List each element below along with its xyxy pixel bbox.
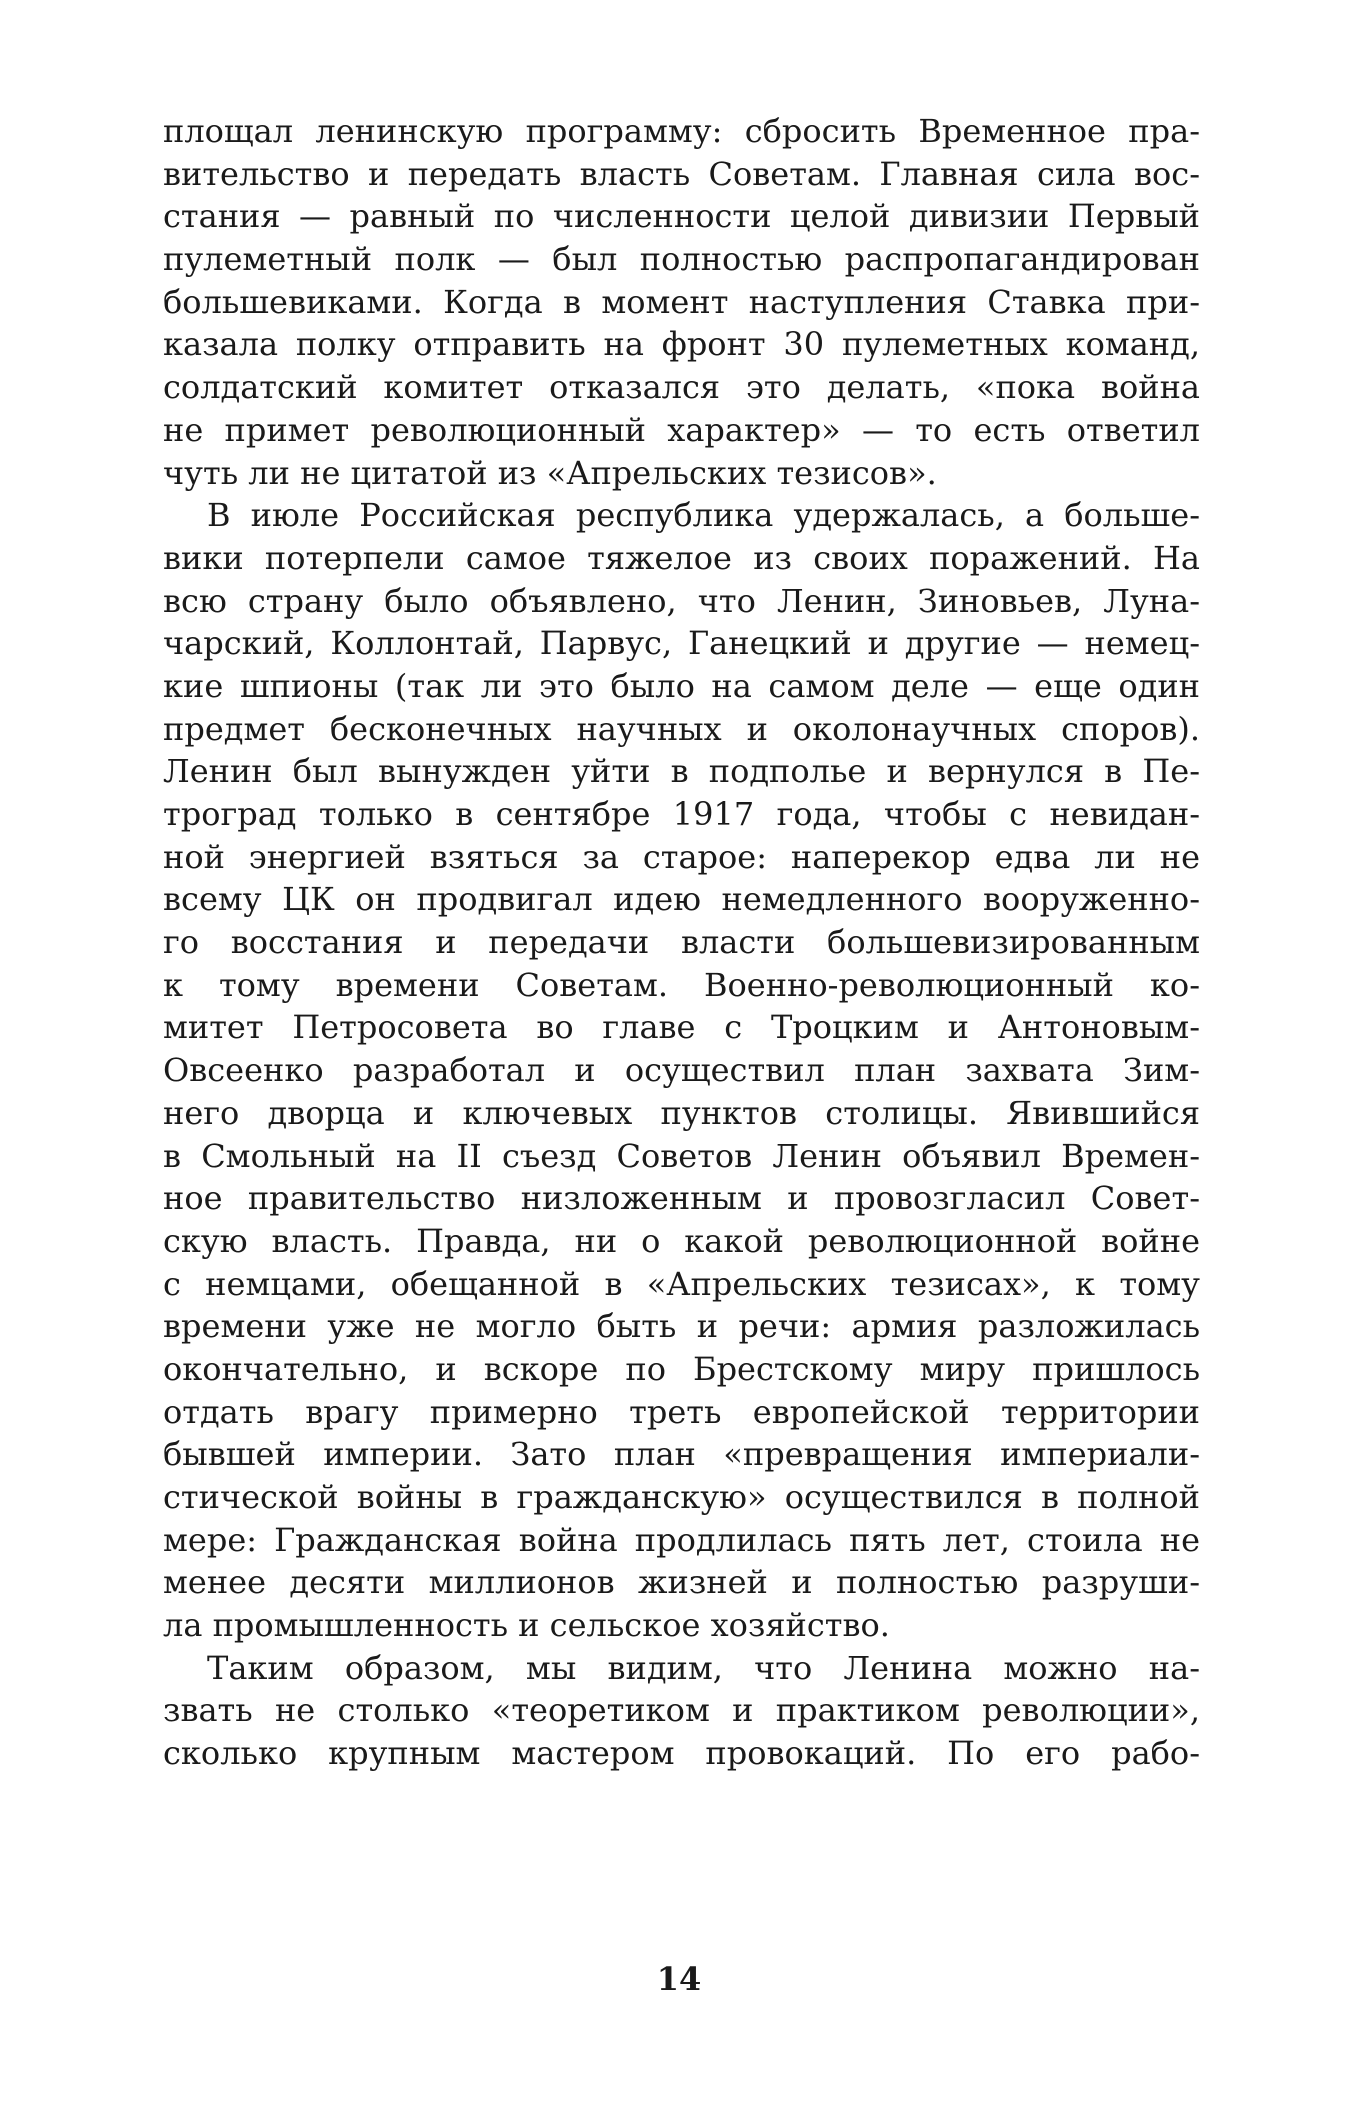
paragraph	[163, 494, 1200, 1647]
text-line: в Смольный на II съезд Советов Ленин объявил Времен-	[163, 1136, 1200, 1175]
text-line: сколько крупным мастером провокаций. По его рабо-	[163, 1734, 1200, 1773]
text-line: скую власть. Правда, ни о какой революционной войне	[163, 1221, 1200, 1260]
paragraph	[163, 110, 1200, 494]
text-line: чарский, Коллонтай, Парвус, Ганецкий и другие — немец-	[163, 624, 1200, 663]
text-line: митет Петросовета во главе с Троцким и Антоновым-	[163, 1008, 1200, 1047]
text-line: менее десяти миллионов жизней и полностью разруши-	[163, 1563, 1200, 1602]
text-line: ное правительство низложенным и провозгласил Совет-	[163, 1179, 1200, 1218]
text-line: стания — равный по численности целой дивизии Первый	[163, 197, 1200, 236]
text-line: окончательно, и вскоре по Брестскому миру пришлось	[163, 1349, 1200, 1388]
text-line: мере: Гражданская война продлилась пять лет, стоила не	[163, 1520, 1200, 1559]
text-line: ла промышленность и сельское хозяйство.	[163, 1606, 890, 1645]
text-line: Ленин был вынужден уйти в подполье и вернулся в Пе-	[163, 752, 1200, 791]
text-line: Овсеенко разработал и осуществил план захвата Зим-	[163, 1051, 1200, 1090]
text-line: с немцами, обещанной в «Апрельских тезисах», к тому	[163, 1264, 1200, 1303]
text-line: звать не столько «теоретиком и практиком революции»,	[163, 1691, 1200, 1730]
text-line: площал ленинскую программу: сбросить Временное пра-	[163, 112, 1200, 150]
text-line: к тому времени Советам. Военно-революционный ко-	[163, 965, 1200, 1004]
text-line: бывшей империи. Зато план «превращения империали-	[163, 1435, 1200, 1474]
text-line: кие шпионы (так ли это было на самом деле — еще один	[163, 666, 1200, 705]
text-line: троград только в сентябре 1917 года, чтобы с невидан-	[163, 795, 1200, 833]
text-line: казала полку отправить на фронт 30 пулеметных команд,	[163, 325, 1200, 364]
text-line: времени уже не могло быть и речи: армия разложилась	[163, 1307, 1200, 1346]
text-line: чуть ли не цитатой из «Апрельских тезисов».	[163, 453, 937, 492]
text-line: стической войны в гражданскую» осуществился в полной	[163, 1478, 1200, 1516]
text-line: В июле Российская республика удержалась, а больше-	[207, 496, 1200, 535]
text-line: пулеметный полк — был полностью распропагандирован	[163, 240, 1200, 279]
text-line: не примет революционный характер» — то есть ответил	[163, 410, 1200, 449]
body-text	[163, 110, 1200, 1775]
text-line: ной энергией взяться за старое: наперекор едва ли не	[163, 837, 1200, 876]
paragraph	[163, 1647, 1200, 1775]
text-line: отдать врагу примерно треть европейской территории	[163, 1392, 1200, 1431]
text-line: Таким образом, мы видим, что Ленина можно на-	[207, 1648, 1200, 1687]
text-line: большевиками. Когда в момент наступления Ставка при-	[163, 282, 1200, 321]
text-line: вики потерпели самое тяжелое из своих поражений. На	[163, 538, 1200, 577]
text-line: всю страну было объявлено, что Ленин, Зиновьев, Луна-	[163, 581, 1200, 620]
text-line: вительство и передать власть Советам. Главная сила вос-	[163, 154, 1200, 193]
text-line: предмет бесконечных научных и околонаучных споров).	[163, 709, 1200, 748]
text-line: него дворца и ключевых пунктов столицы. Явившийся	[163, 1093, 1200, 1132]
text-line: го восстания и передачи власти большевизированным	[163, 923, 1200, 962]
page-number: 14	[656, 1960, 702, 1998]
text-line: всему ЦК он продвигал идею немедленного вооруженно-	[163, 880, 1200, 919]
text-line: солдатский комитет отказался это делать, «пока война	[163, 368, 1200, 407]
